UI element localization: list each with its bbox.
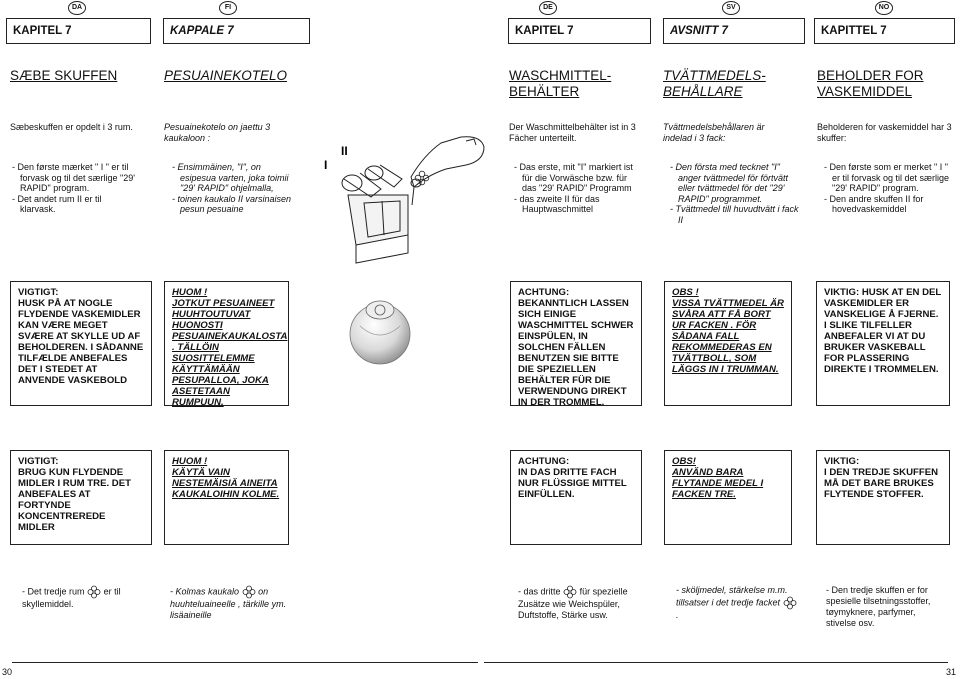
chapter-header-no: KAPITTEL 7 xyxy=(814,18,955,44)
detergent-drawer-illustration xyxy=(316,135,502,270)
page-rule-left xyxy=(12,662,478,663)
warning-box-2-no xyxy=(816,450,950,545)
footnote-part: . xyxy=(676,610,679,620)
flower-icon xyxy=(783,596,797,610)
warning-heading: OBS! xyxy=(672,456,696,467)
flower-icon xyxy=(242,585,256,599)
footnote-part: - das dritte xyxy=(518,586,561,597)
warning-box-1-de xyxy=(510,281,642,406)
list-item: - Tvättmedel till huvudtvätt i fack II xyxy=(670,204,799,225)
warning-text: JOTKUT PESUAINEET HUUHTOUTUVAT HUONOSTI PESUAINEKAUKALOSTA . TÄLLÖIN SUOSITTELEMME KÄYTTÄMÄÄN PESUPALLOA, JOKA ASETETAAN RUMPUUN. xyxy=(172,298,288,408)
compartment-list-fi xyxy=(170,162,295,215)
footnote-part: - Kolmas kaukalo xyxy=(170,586,240,597)
lang-badge-no: NO xyxy=(875,1,893,15)
warning-text: VIKTIG: HUSK AT EN DEL VASKEMIDLER ER VANSKELIGE Å FJERNE. I SLIKE TILFELLER ANBEFALER VI AT DU BRUKER VASKEBALL FOR PLASSERING DIREKTE I TROMMELEN. xyxy=(824,287,942,375)
lang-badge-sv: SV xyxy=(722,1,740,15)
compartment-list-de xyxy=(512,162,640,215)
chapter-header-de: KAPITEL 7 xyxy=(508,18,651,44)
section-title-fi: PESUAINEKOTELO xyxy=(164,68,288,83)
warning-box-2-de xyxy=(510,450,642,545)
compartment-label-1: I xyxy=(324,158,328,172)
intro-text-da: Sæbeskuffen er opdelt i 3 rum. xyxy=(10,122,133,132)
intro-text-fi: Pesuainekotelo on jaettu 3 kaukaloon : xyxy=(164,122,271,143)
warning-text: I DEN TREDJE SKUFFEN MÅ DET BARE BRUKES FLYTENDE STOFFER. xyxy=(824,467,939,500)
compartment-list-da xyxy=(10,162,138,215)
wash-ball-illustration xyxy=(340,290,420,370)
warning-text: HUSK PÅ AT NOGLE FLYDENDE VASKEMIDLER KAN VÆRE MEGET SVÆRE AT SKYLLE UD AF BEHOLDEREN. I SÅDANNE TILFÆLDE ANBEFALES DET I STEDET AT ANVENDE VASKEBOLD xyxy=(18,298,144,386)
warning-box-1-fi xyxy=(164,281,289,406)
intro-text-de: Der Waschmittelbehälter ist in 3 Fächer unterteilt. xyxy=(509,122,636,143)
intro-text-sv: Tvättmedelsbehållaren är indelad i 3 fack: xyxy=(663,122,765,143)
warning-text: ANVÄND BARA FLYTANDE MEDEL I FACKEN TRE. xyxy=(672,467,764,500)
warning-heading: VIGTIGT: xyxy=(18,287,59,298)
intro-text-no: Beholderen for vaskemiddel har 3 skuffer: xyxy=(817,122,952,143)
footnote-part: er til skyllemiddel. xyxy=(22,586,121,609)
warning-box-2-sv xyxy=(664,450,792,545)
compartment-list-no xyxy=(822,162,950,215)
warning-heading: ACHTUNG: xyxy=(518,287,570,298)
footnote-part: - Den tredje skuffen er for spesielle tilsetningsstoffer, tøymyknere, parfymer, stivelse osv. xyxy=(826,585,931,628)
page-number-left: 30 xyxy=(2,667,13,677)
lang-badge-da: DA xyxy=(68,1,86,15)
chapter-header-fi: KAPPALE 7 xyxy=(163,18,310,44)
warning-box-1-sv xyxy=(664,281,792,406)
flower-icon xyxy=(87,585,101,599)
footnote-de xyxy=(518,585,643,621)
list-item: - toinen kaukalo II varsinaisen pesun pesuaine xyxy=(172,193,292,214)
footnote-part: für spezielle Zusätze wie Weichspüler, Duftstoffe, Stärke usw. xyxy=(518,586,628,620)
warning-heading: HUOM ! xyxy=(172,287,208,298)
warning-text: VISSA TVÄTTMEDEL ÄR SVÅRA ATT FÅ BORT UR FACKEN . FÖR SÅDANA FALL REKOMMEDERAS EN TVÄTTBOLL, SOM LÄGGS IN I TRUMMAN. xyxy=(672,298,784,375)
warning-box-2-da xyxy=(10,450,152,545)
list-item: - Den första med tecknet "I" anger tvättmedel för förtvätt eller tvättmedel för det "29' RAPID" programmet. xyxy=(670,162,789,204)
flower-icon xyxy=(563,585,577,599)
warning-heading: VIGTIGT: xyxy=(18,456,59,467)
section-title-de: WASCHMITTEL-BEHÄLTER xyxy=(509,68,612,99)
warning-heading: OBS ! xyxy=(672,287,699,298)
footnote-fi xyxy=(170,585,305,621)
list-item: - Ensimmäinen, "I", on esipesua varten, joka toimii "29' RAPID" ohjelmalla, xyxy=(172,162,289,193)
footnote-sv xyxy=(676,585,801,621)
warning-heading: HUOM ! xyxy=(172,456,208,467)
page-rule-right xyxy=(484,662,948,663)
list-item: - Den første mærket " I " er til forvask og til det særlige "29' RAPID" program. xyxy=(12,162,135,193)
section-title-no: BEHOLDER FOR VASKEMIDDEL xyxy=(817,68,924,99)
warning-text: BRUG KUN FLYDENDE MIDLER I RUM TRE. DET ANBEFALES AT FORTYNDE KONCENTREREDE MIDLER xyxy=(18,467,131,533)
warning-heading: ACHTUNG: xyxy=(518,456,570,467)
page-number-right: 31 xyxy=(946,667,957,677)
warning-box-2-fi xyxy=(164,450,289,545)
compartment-label-2: II xyxy=(341,144,348,158)
list-item: - Das erste, mit "I" markiert ist für die Vorwäsche bzw. für das "29' RAPID" Programm xyxy=(514,162,633,193)
warning-box-1-no xyxy=(816,281,950,406)
footnote-part: on huuhteluaineelle , tärkille ym. lisäaineille xyxy=(170,586,287,620)
warning-text: IN DAS DRITTE FACH NUR FLÜSSIGE MITTEL EINFÜLLEN. xyxy=(518,467,627,500)
footnote-part: - Det tredje rum xyxy=(22,586,85,597)
compartment-list-sv xyxy=(668,162,800,225)
section-title-da: SÆBE SKUFFEN xyxy=(10,68,118,83)
list-item: - Den andre skuffen II for hovedvaskemiddel xyxy=(824,193,924,214)
warning-text: KÄYTÄ VAIN NESTEMÄISIÄ AINEITA KAUKALOIHIN KOLME. xyxy=(172,467,280,500)
section-title-sv: TVÄTTMEDELS-BEHÅLLARE xyxy=(663,68,766,99)
chapter-header-da: KAPITEL 7 xyxy=(6,18,151,44)
footnote-no xyxy=(826,585,948,629)
lang-badge-de: DE xyxy=(539,1,557,15)
list-item: - Den første som er merket " I " er til forvask og til det særlige "29' RAPID" program. xyxy=(824,162,950,193)
lang-badge-fi: FI xyxy=(219,1,237,15)
warning-box-1-da xyxy=(10,281,152,406)
footnote-part: - sköljmedel, stärkelse m.m. tillsatser i det tredje facket xyxy=(676,585,788,608)
warning-heading: VIKTIG: xyxy=(824,456,860,467)
list-item: - Det andet rum II er til klarvask. xyxy=(12,193,102,214)
list-item: - das zweite II für das Hauptwaschmittel xyxy=(514,193,600,214)
warning-text: BEKANNTLICH LASSEN SICH EINIGE WASCHMITTEL SCHWER EINSPÜLEN, IN SOLCHEN FÄLLEN BENUTZEN SIE BITTE DIE SPEZIELLEN BEHÄLTER FÜR DIE VERWENDUNG DIREKT IN DER TROMMEL. xyxy=(518,298,634,408)
chapter-header-sv: AVSNITT 7 xyxy=(663,18,805,44)
footnote-da xyxy=(22,585,147,610)
